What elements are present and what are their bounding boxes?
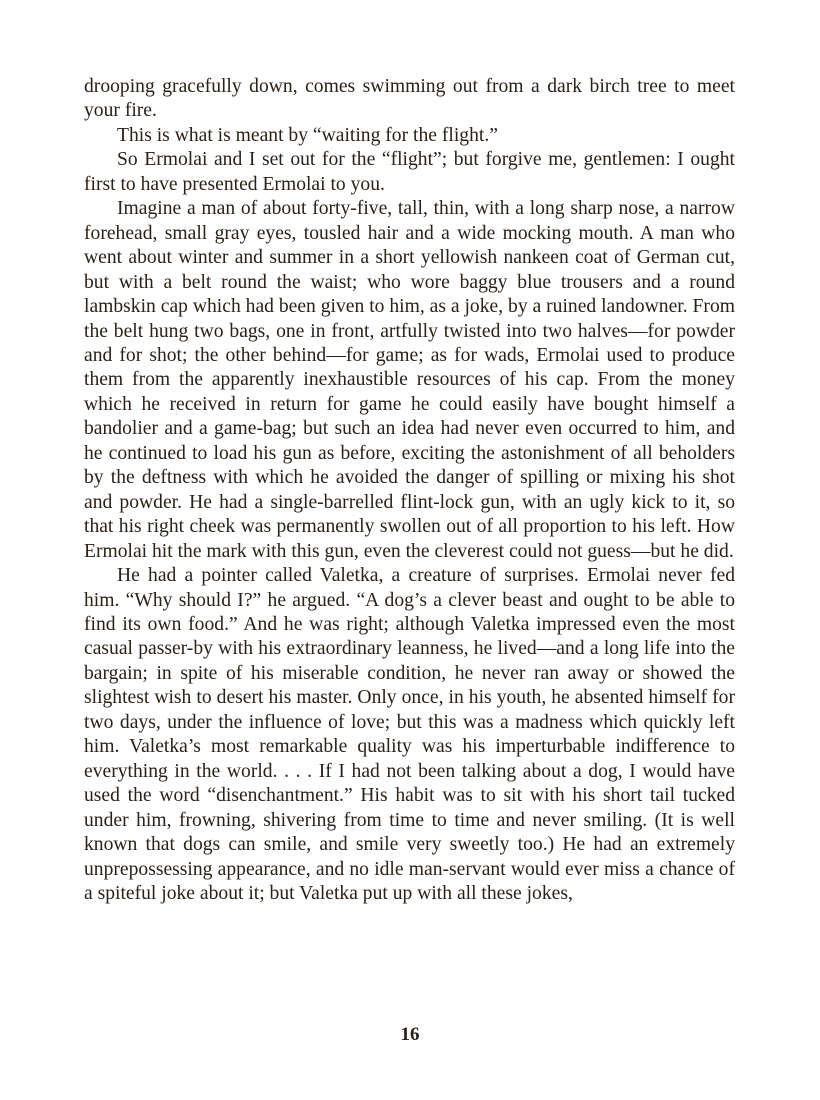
page-number: 16: [400, 1024, 420, 1045]
page-body: [84, 75, 735, 906]
paragraph-set-out: So Ermolai and I set out for the “flight”; but forgive me, gentlemen: I ought first to have presented Ermolai to you.: [84, 149, 735, 195]
paragraph-continuation: drooping gracefully down, comes swimming out from a dark birch tree to meet your fire.: [84, 76, 735, 122]
paragraph-ermolai-description: Imagine a man of about forty-five, tall, thin, with a long sharp nose, a narrow forehead, small gray eyes, tousled hair and a wide mocking mouth. A man who went about winter and summer in a short yellowish nankeen coat of German cut, but with a belt round the waist; who wore baggy blue trousers and a round lambskin cap which had been given to him, as a joke, by a ruined landowner. From the belt hung two bags, one in front, artfully twisted into two halves—for powder and for shot; the other behind—for game; as for wads, Ermolai used to produce them from the apparently inexhaustible resources of his cap. From the money which he received in return for game he could easily have bought himself a bandolier and a game-bag; but such an idea had never even occurred to him, and he continued to load his gun as before, exciting the astonishment of all beholders by the deftness with which he avoided the danger of spilling or mixing his shot and powder. He had a single-barrelled flint-lock gun, with an ugly kick to it, so that his right cheek was permanently swollen out of all proportion to his left. How Ermolai hit the mark with this gun, even the cleverest could not guess—but he did.: [84, 198, 735, 562]
paragraph-valetka: He had a pointer called Valetka, a creature of surprises. Ermolai never fed him. “Why should I?” he argued. “A dog’s a clever beast and ought to be able to find its own food.” And he was right; although Valetka impressed even the most casual passer-by with his extraordinary leanness, he lived—and a long life into the bargain; in spite of his miserable condition, he never ran away or showed the slightest wish to desert his master. Only once, in his youth, he absented himself for two days, under the influence of love; but this was a madness which quickly left him. Valetka’s most remarkable quality was his imperturbable indifference to everything in the world. . . . If I had not been talking about a dog, I would have used the word “disenchantment.” His habit was to sit with his short tail tucked under him, frowning, shivering from time to time and never smiling. (It is well known that dogs can smile, and smile very sweetly too.) He had an extremely unprepossessing appearance, and no idle man-servant would ever miss a chance of a spiteful joke about it; but Valetka put up with all these jokes,: [84, 565, 735, 904]
paragraph-waiting-for-flight: This is what is meant by “waiting for the flight.”: [117, 124, 498, 146]
